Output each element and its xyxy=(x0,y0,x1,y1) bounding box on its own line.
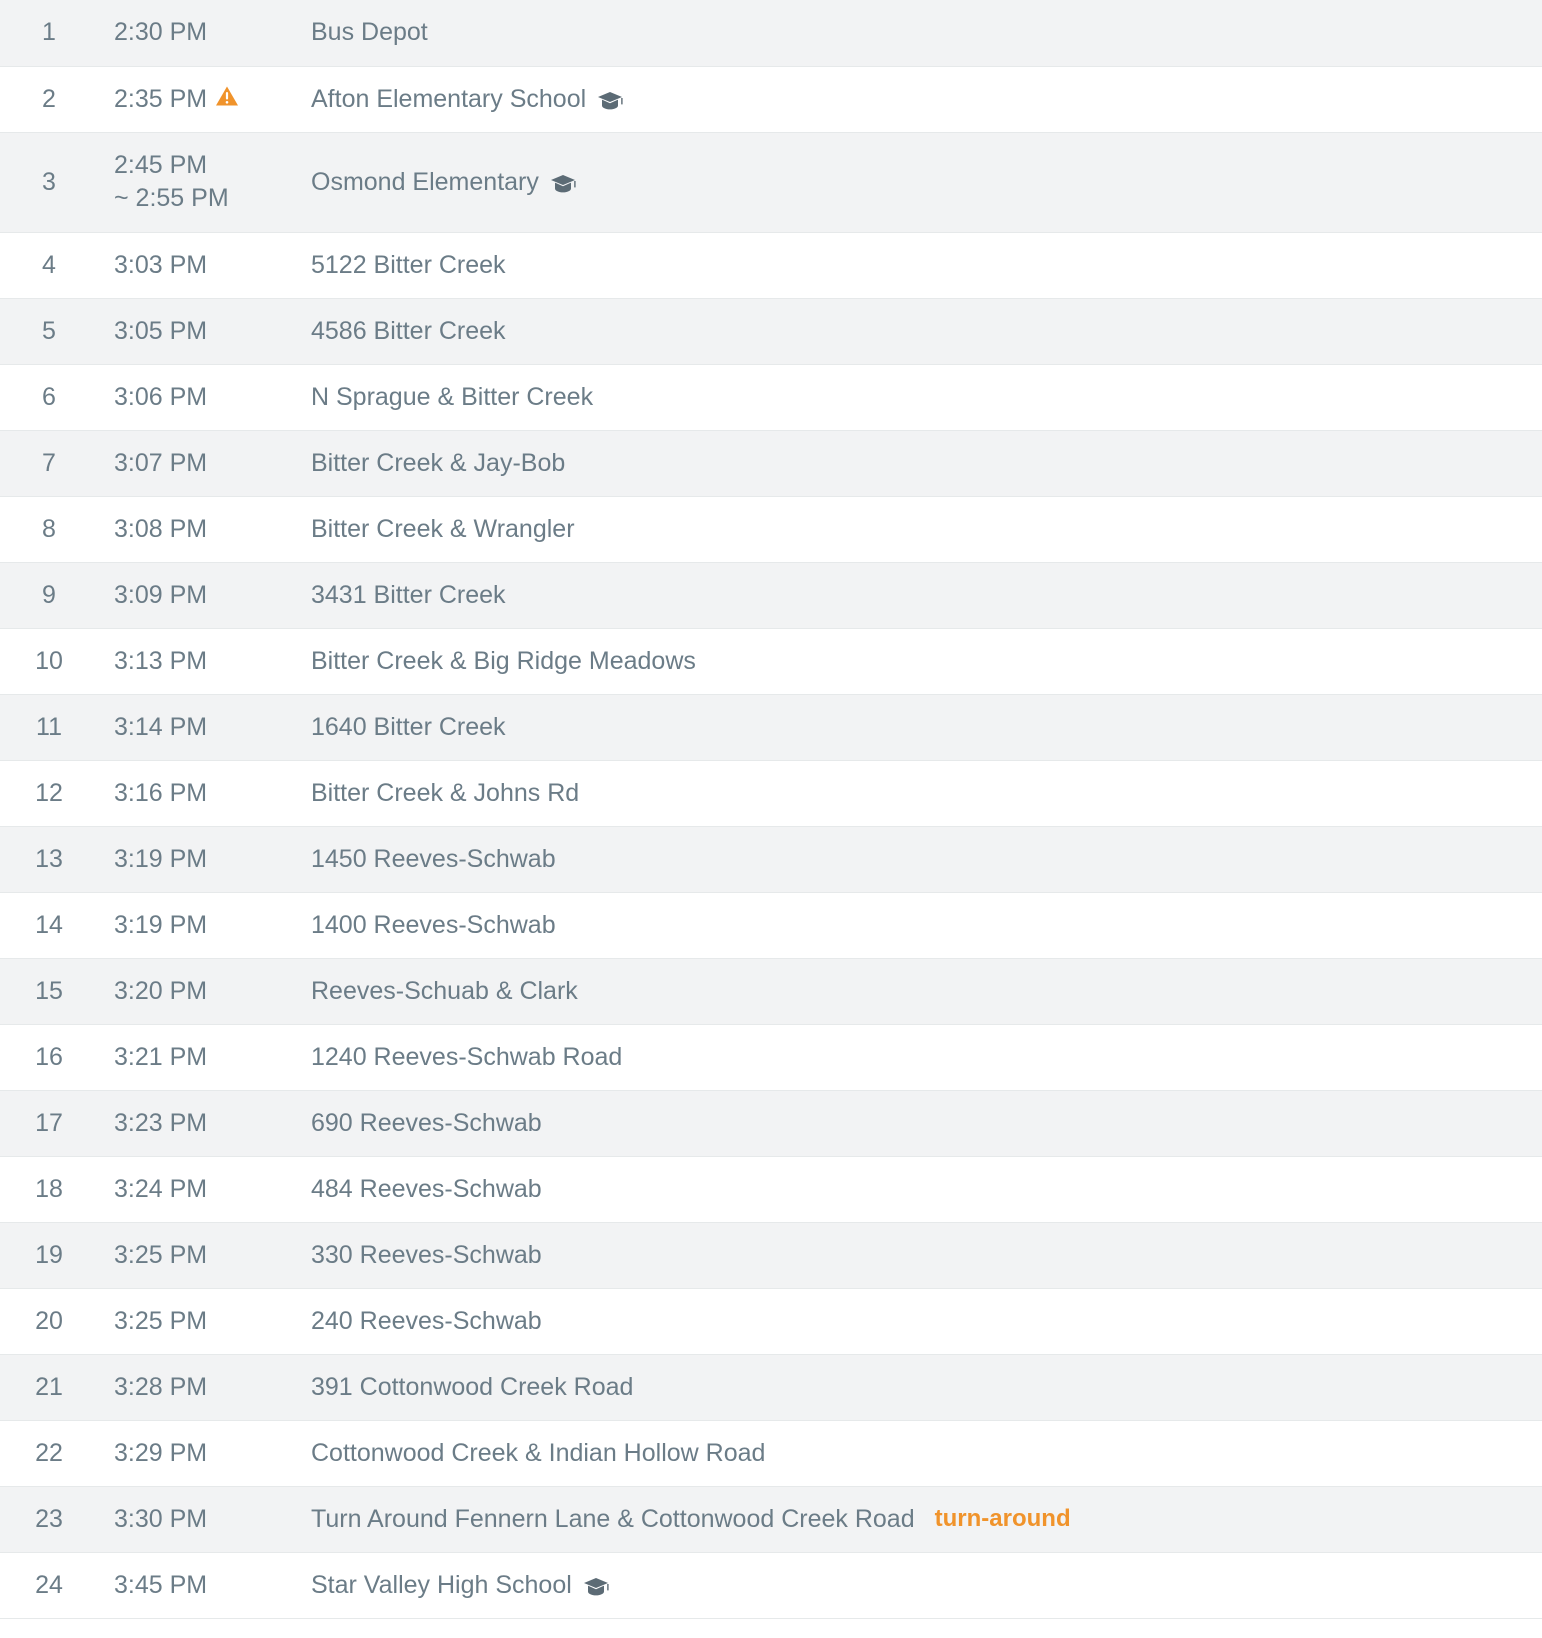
table-row[interactable] xyxy=(0,1222,1542,1288)
table-row[interactable] xyxy=(0,66,1542,132)
stop-time-secondary: ~ 2:55 PM xyxy=(114,184,229,212)
time-wrap xyxy=(114,1041,207,1074)
stop-time: 3:05 PM xyxy=(114,316,208,345)
stop-time: 3:06 PM xyxy=(114,382,208,411)
time-lines xyxy=(114,1041,207,1074)
stop-time: 3:24 PM xyxy=(114,1174,208,1203)
stop-time-cell xyxy=(110,628,285,694)
time-lines xyxy=(114,1107,207,1140)
time-wrap xyxy=(114,1437,207,1470)
name-wrap xyxy=(311,843,556,876)
stop-time: 3:25 PM xyxy=(114,1306,208,1335)
stop-time: 3:08 PM xyxy=(114,514,208,543)
name-wrap xyxy=(311,711,506,744)
stop-time-cell xyxy=(110,892,285,958)
time-lines xyxy=(114,447,207,480)
stop-time-cell xyxy=(110,132,285,232)
stop-time-cell xyxy=(110,1486,285,1552)
stop-name-cell xyxy=(285,1024,1542,1090)
time-wrap xyxy=(114,579,207,612)
time-lines xyxy=(114,249,207,282)
stop-name: Turn Around Fennern Lane & Cottonwood Creek Road xyxy=(311,1504,915,1533)
stop-time: 2:45 PM xyxy=(114,151,208,179)
stop-name: Star Valley High School xyxy=(311,1570,572,1599)
stop-sequence-number: 2 xyxy=(42,84,56,113)
time-wrap xyxy=(114,513,207,546)
stop-name: 690 Reeves-Schwab xyxy=(311,1108,542,1137)
time-lines xyxy=(114,83,207,116)
stop-name-cell xyxy=(285,760,1542,826)
stop-name: Bitter Creek & Johns Rd xyxy=(311,778,580,807)
graduation-cap-icon xyxy=(550,174,576,194)
stop-time: 3:16 PM xyxy=(114,778,208,807)
time-lines xyxy=(114,711,207,744)
name-wrap xyxy=(311,513,575,546)
time-lines xyxy=(114,1371,207,1404)
name-wrap xyxy=(311,315,506,348)
stop-sequence-number: 12 xyxy=(35,778,63,807)
stop-name-cell xyxy=(285,66,1542,132)
stop-time-cell xyxy=(110,430,285,496)
stop-name-cell xyxy=(285,562,1542,628)
stop-sequence-number: 17 xyxy=(35,1108,63,1137)
time-lines xyxy=(114,315,207,348)
table-row[interactable] xyxy=(0,0,1542,66)
stop-time-cell xyxy=(110,562,285,628)
stop-time-cell xyxy=(110,0,285,66)
stop-time-cell xyxy=(110,66,285,132)
stop-sequence-number: 23 xyxy=(35,1504,63,1533)
table-row[interactable] xyxy=(0,232,1542,298)
stop-name: Reeves-Schuab & Clark xyxy=(311,976,578,1005)
name-wrap xyxy=(311,16,428,49)
stop-time: 3:13 PM xyxy=(114,646,208,675)
table-row[interactable] xyxy=(0,298,1542,364)
table-row[interactable] xyxy=(0,1024,1542,1090)
name-wrap xyxy=(311,777,579,810)
table-row[interactable] xyxy=(0,430,1542,496)
time-wrap xyxy=(114,1569,207,1602)
stop-name: Cottonwood Creek & Indian Hollow Road xyxy=(311,1438,766,1467)
stop-sequence-number: 1 xyxy=(42,18,56,47)
time-wrap xyxy=(114,1107,207,1140)
stop-sequence-number: 11 xyxy=(36,712,62,741)
time-lines xyxy=(114,1173,207,1206)
time-lines xyxy=(114,975,207,1008)
time-wrap xyxy=(114,249,207,282)
stop-sequence-number: 4 xyxy=(42,250,56,279)
time-lines xyxy=(114,1239,207,1272)
table-row[interactable] xyxy=(0,628,1542,694)
stop-time: 3:20 PM xyxy=(114,976,208,1005)
stop-name-cell xyxy=(285,628,1542,694)
stop-name-cell xyxy=(285,1486,1542,1552)
time-wrap xyxy=(114,909,207,942)
stop-name: Bitter Creek & Big Ridge Meadows xyxy=(311,646,696,675)
stop-name: 1640 Bitter Creek xyxy=(311,712,506,741)
stop-time-cell xyxy=(110,694,285,760)
stop-time-cell xyxy=(110,496,285,562)
table-row[interactable] xyxy=(0,826,1542,892)
table-row[interactable] xyxy=(0,132,1542,232)
time-lines xyxy=(114,513,207,546)
stop-time: 3:45 PM xyxy=(114,1570,208,1599)
stop-time-cell xyxy=(110,364,285,430)
time-lines xyxy=(114,579,207,612)
time-wrap xyxy=(114,83,239,116)
stop-time-cell xyxy=(110,1156,285,1222)
stop-sequence-number: 21 xyxy=(35,1372,63,1401)
name-wrap xyxy=(311,1107,542,1140)
stop-name: Bitter Creek & Jay-Bob xyxy=(311,448,566,477)
stop-name-cell xyxy=(285,958,1542,1024)
stop-sequence-number: 22 xyxy=(35,1438,63,1467)
time-wrap xyxy=(114,447,207,480)
time-lines xyxy=(114,149,229,215)
stop-name: Bitter Creek & Wrangler xyxy=(311,514,575,543)
stop-time: 3:28 PM xyxy=(114,1372,208,1401)
stop-time: 3:19 PM xyxy=(114,844,208,873)
warning-triangle-icon[interactable] xyxy=(215,83,239,116)
stop-name-cell xyxy=(285,496,1542,562)
time-lines xyxy=(114,381,207,414)
stop-name: 484 Reeves-Schwab xyxy=(311,1174,542,1203)
name-wrap xyxy=(311,975,578,1008)
stop-name: 4586 Bitter Creek xyxy=(311,316,506,345)
stop-name-cell xyxy=(285,1552,1542,1618)
table-row[interactable] xyxy=(0,760,1542,826)
name-wrap xyxy=(311,1041,622,1074)
stop-sequence-number: 3 xyxy=(42,167,56,196)
stop-time: 3:29 PM xyxy=(114,1438,208,1467)
stop-time-cell xyxy=(110,1288,285,1354)
stop-time: 3:09 PM xyxy=(114,580,208,609)
stop-name-cell xyxy=(285,1354,1542,1420)
table-row[interactable] xyxy=(0,694,1542,760)
stop-sequence-number: 13 xyxy=(35,844,63,873)
stop-name: 391 Cottonwood Creek Road xyxy=(311,1372,634,1401)
table-row[interactable] xyxy=(0,496,1542,562)
stop-sequence-number: 18 xyxy=(35,1174,63,1203)
stop-name-cell xyxy=(285,694,1542,760)
stop-name: 240 Reeves-Schwab xyxy=(311,1306,542,1335)
stop-name-cell xyxy=(285,232,1542,298)
stop-sequence-number: 20 xyxy=(35,1306,63,1335)
stop-sequence-number: 14 xyxy=(35,910,63,939)
stop-name: Bus Depot xyxy=(311,18,428,47)
table-row[interactable] xyxy=(0,1288,1542,1354)
stop-time-cell xyxy=(110,826,285,892)
name-wrap xyxy=(311,645,696,678)
graduation-cap-icon xyxy=(583,1577,609,1597)
stop-name: 1450 Reeves-Schwab xyxy=(311,844,556,873)
stop-name-cell xyxy=(285,430,1542,496)
table-row[interactable] xyxy=(0,1354,1542,1420)
name-wrap xyxy=(311,1371,633,1404)
stop-name: N Sprague & Bitter Creek xyxy=(311,382,594,411)
table-row[interactable] xyxy=(0,1420,1542,1486)
name-wrap xyxy=(311,1305,542,1338)
stop-name: 330 Reeves-Schwab xyxy=(311,1240,542,1269)
time-wrap xyxy=(114,843,207,876)
time-wrap xyxy=(114,381,207,414)
table-row[interactable] xyxy=(0,958,1542,1024)
time-lines xyxy=(114,1503,207,1536)
time-wrap xyxy=(114,1503,207,1536)
time-wrap xyxy=(114,1239,207,1272)
time-lines xyxy=(114,1569,207,1602)
name-wrap xyxy=(311,1437,765,1470)
stop-time-cell xyxy=(110,1354,285,1420)
time-wrap xyxy=(114,711,207,744)
table-row[interactable] xyxy=(0,364,1542,430)
stop-sequence-number: 15 xyxy=(35,976,63,1005)
name-wrap xyxy=(311,909,556,942)
name-wrap xyxy=(311,83,623,116)
table-row[interactable] xyxy=(0,892,1542,958)
stop-time: 3:03 PM xyxy=(114,250,208,279)
stop-time-cell xyxy=(110,1090,285,1156)
stop-sequence-number: 24 xyxy=(35,1570,63,1599)
stop-sequence-number: 16 xyxy=(35,1042,63,1071)
time-wrap xyxy=(114,1305,207,1338)
stop-time-cell xyxy=(110,958,285,1024)
name-wrap xyxy=(311,579,506,612)
table-row[interactable] xyxy=(0,1486,1542,1552)
stop-name-cell xyxy=(285,1420,1542,1486)
name-wrap xyxy=(311,1239,542,1272)
time-wrap xyxy=(114,645,207,678)
name-wrap xyxy=(311,1173,542,1206)
time-wrap xyxy=(114,315,207,348)
stop-time: 3:30 PM xyxy=(114,1504,208,1533)
table-row[interactable] xyxy=(0,1156,1542,1222)
stop-time-cell xyxy=(110,232,285,298)
stop-time-cell xyxy=(110,1024,285,1090)
stop-sequence-number: 19 xyxy=(35,1240,63,1269)
table-row[interactable] xyxy=(0,1090,1542,1156)
stop-name-cell xyxy=(285,1090,1542,1156)
name-wrap xyxy=(311,381,593,414)
time-lines xyxy=(114,16,207,49)
stop-name: Osmond Elementary xyxy=(311,167,539,196)
name-wrap xyxy=(311,249,506,282)
stop-sequence-number: 7 xyxy=(42,448,56,477)
stop-name: 1400 Reeves-Schwab xyxy=(311,910,556,939)
stop-sequence-number: 6 xyxy=(42,382,56,411)
stop-sequence-number: 8 xyxy=(42,514,56,543)
time-lines xyxy=(114,1305,207,1338)
table-row[interactable] xyxy=(0,1552,1542,1618)
stop-time: 3:21 PM xyxy=(114,1042,208,1071)
time-wrap xyxy=(114,1371,207,1404)
name-wrap xyxy=(311,1503,1071,1536)
stop-name-cell xyxy=(285,0,1542,66)
stop-name-cell xyxy=(285,1288,1542,1354)
time-wrap xyxy=(114,16,207,49)
stop-time: 3:19 PM xyxy=(114,910,208,939)
stop-time: 3:25 PM xyxy=(114,1240,208,1269)
stop-sequence-number: 5 xyxy=(42,316,56,345)
stop-name: 3431 Bitter Creek xyxy=(311,580,506,609)
time-wrap xyxy=(114,149,229,215)
stop-name-cell xyxy=(285,298,1542,364)
stop-time-cell xyxy=(110,298,285,364)
stop-time-cell xyxy=(110,1552,285,1618)
stop-time: 2:30 PM xyxy=(114,18,208,47)
stop-name-cell xyxy=(285,1156,1542,1222)
stop-time-cell xyxy=(110,1222,285,1288)
table-row[interactable] xyxy=(0,562,1542,628)
stop-name-cell xyxy=(285,364,1542,430)
time-lines xyxy=(114,777,207,810)
stop-name-cell xyxy=(285,826,1542,892)
stop-time: 3:14 PM xyxy=(114,712,208,741)
stop-name-cell xyxy=(285,132,1542,232)
stop-name: Afton Elementary School xyxy=(311,84,587,113)
stop-time: 3:23 PM xyxy=(114,1108,208,1137)
stop-time-cell xyxy=(110,1420,285,1486)
stop-sequence-number: 9 xyxy=(42,580,56,609)
stop-time-cell xyxy=(110,760,285,826)
stop-name-cell xyxy=(285,1222,1542,1288)
time-wrap xyxy=(114,1173,207,1206)
time-wrap xyxy=(114,975,207,1008)
stop-name: 1240 Reeves-Schwab Road xyxy=(311,1042,623,1071)
name-wrap xyxy=(311,1569,609,1602)
graduation-cap-icon xyxy=(597,91,623,111)
name-wrap xyxy=(311,447,565,480)
time-lines xyxy=(114,909,207,942)
time-wrap xyxy=(114,777,207,810)
stop-name-cell xyxy=(285,892,1542,958)
stop-sequence-number: 10 xyxy=(35,646,63,675)
time-lines xyxy=(114,1437,207,1470)
stop-time: 2:35 PM xyxy=(114,84,208,113)
name-wrap xyxy=(311,166,576,199)
time-lines xyxy=(114,645,207,678)
status-badge: turn-around xyxy=(934,1505,1071,1533)
time-lines xyxy=(114,843,207,876)
stop-name: 5122 Bitter Creek xyxy=(311,250,506,279)
stop-time: 3:07 PM xyxy=(114,448,208,477)
